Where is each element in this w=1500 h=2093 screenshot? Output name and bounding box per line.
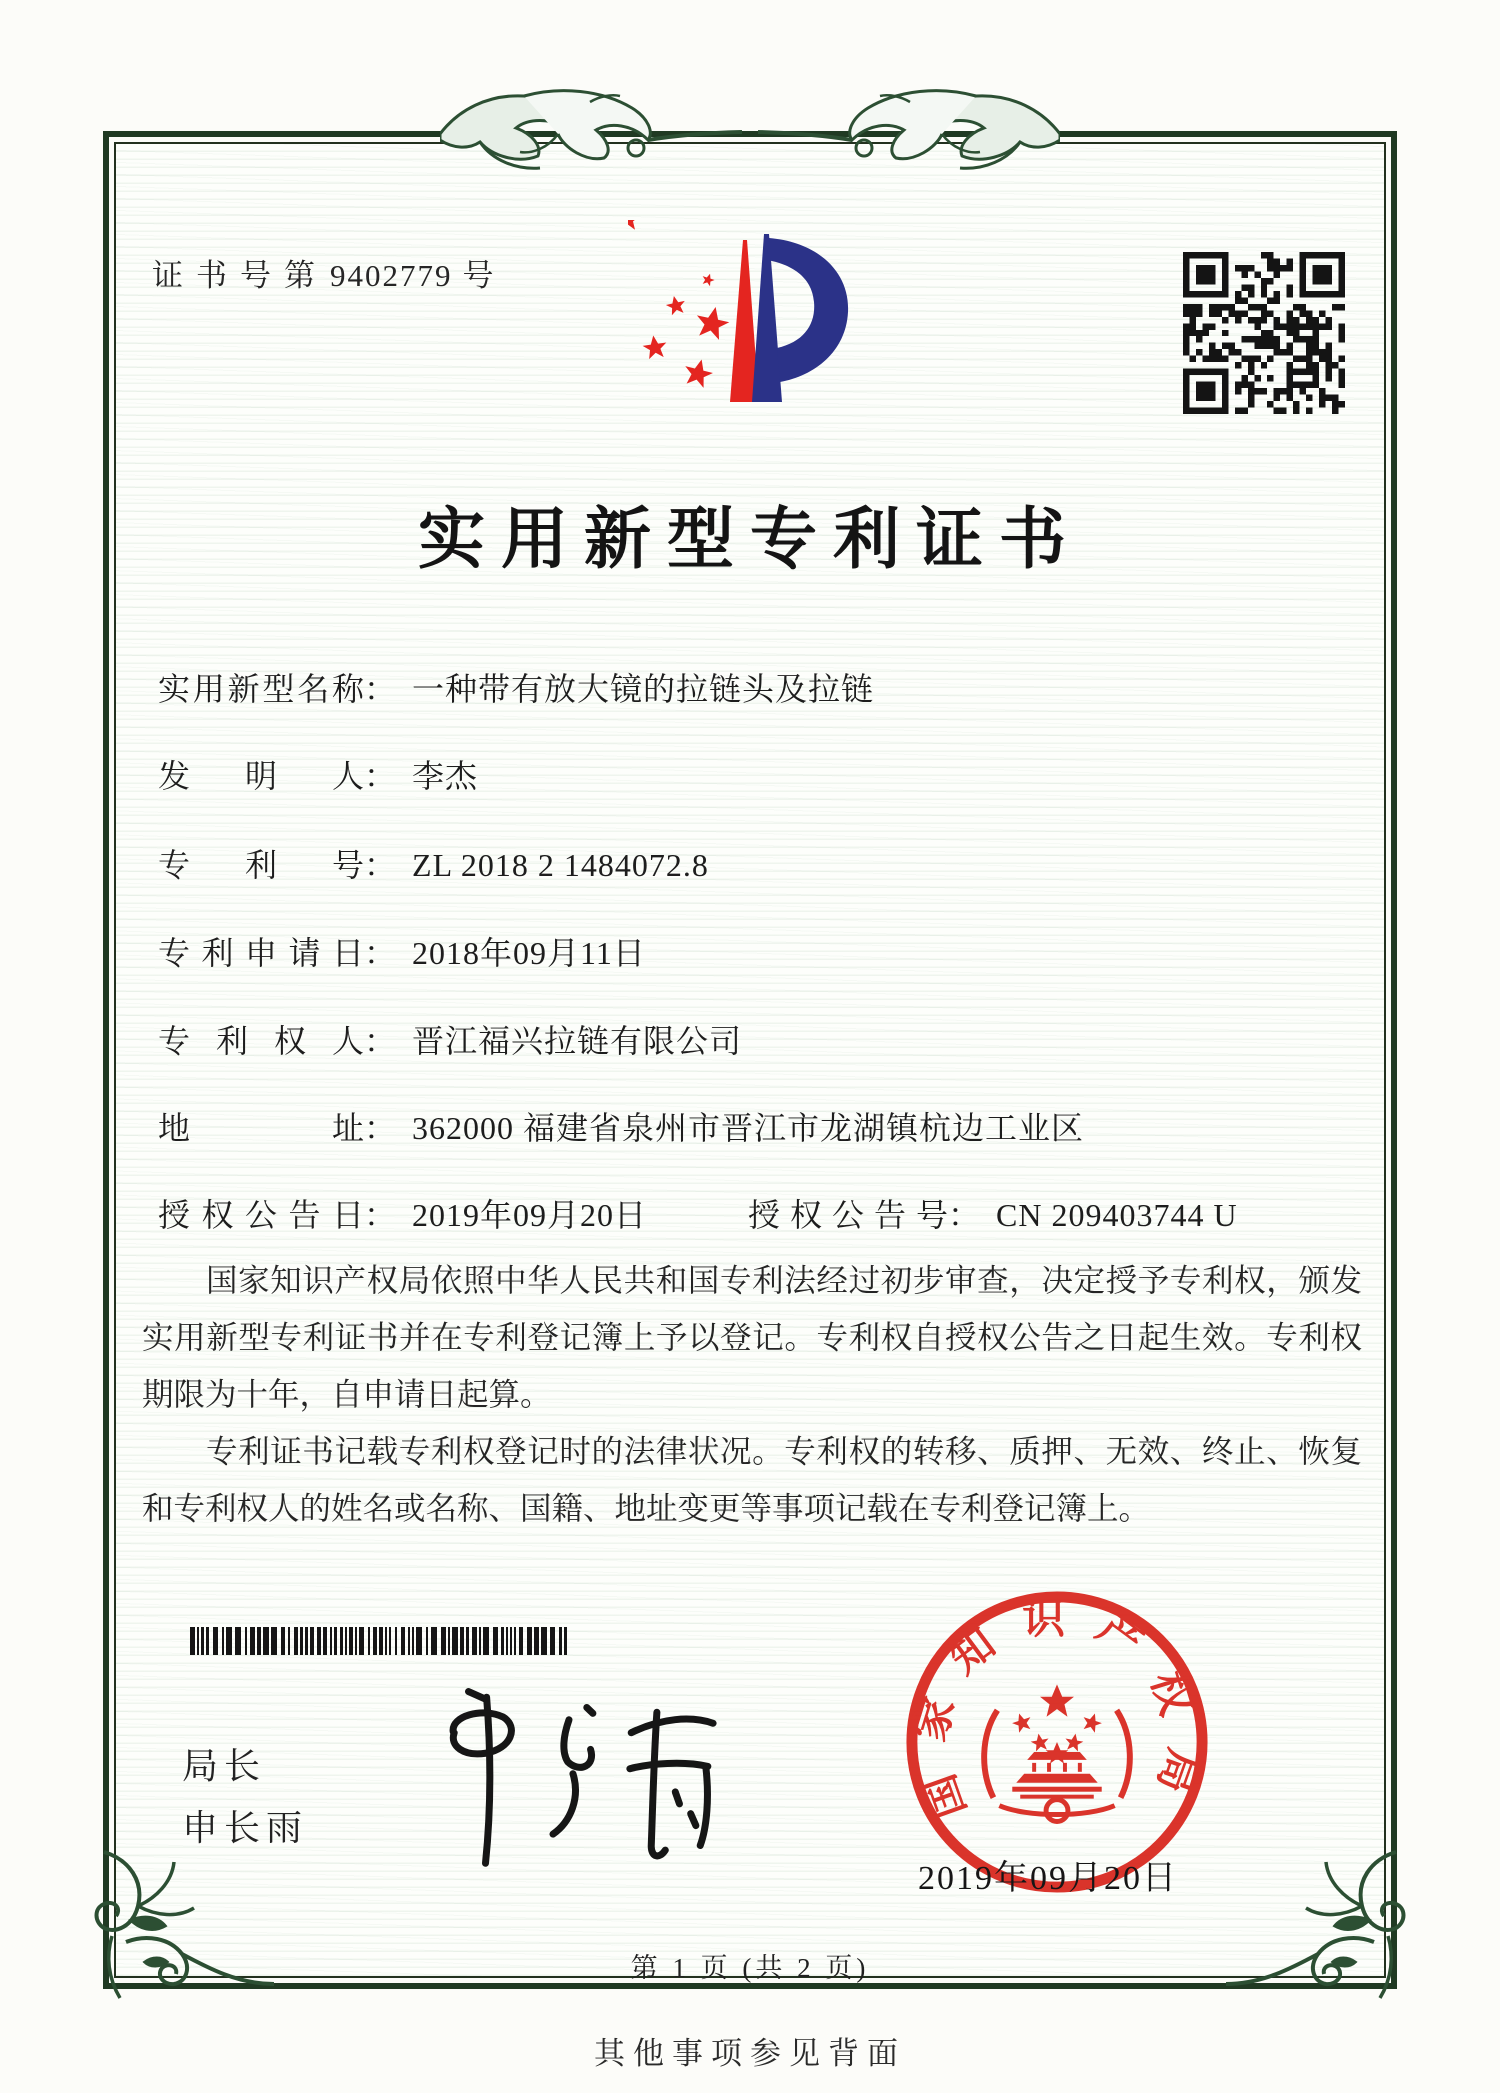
- field-label: 专利号: [158, 847, 364, 883]
- field-colon: ：: [364, 1197, 397, 1233]
- field-value: 李杰: [412, 758, 479, 794]
- document-title: 实用新型专利证书: [418, 503, 1082, 577]
- field-row-patent-number: [158, 840, 709, 886]
- top-center-flourish-ornament: [440, 82, 1060, 176]
- field-label: 授权公告日: [158, 1197, 364, 1233]
- page-number: 第 1 页 (共 2 页): [630, 1953, 870, 1983]
- field-value: 2019年09月20日: [412, 1197, 648, 1233]
- field-label: 发明人: [158, 758, 364, 794]
- cnipa-logo: [628, 220, 863, 406]
- seal-text: 国家知识产权局: [905, 1595, 1209, 1825]
- field-row-filing-date: [158, 928, 646, 974]
- field-value: CN 209403744 U: [996, 1197, 1238, 1233]
- field-label: 专利权人: [158, 1023, 364, 1059]
- field-value: 晋江福兴拉链有限公司: [412, 1023, 743, 1059]
- certificate-number-value: 9402779: [330, 258, 453, 293]
- back-side-note: 其他事项参见背面: [594, 2036, 906, 2071]
- field-row-grant-date: [158, 1190, 1238, 1236]
- body-paragraph-2: 专利证书记载专利权登记时的法律状况。专利权的转移、质押、无效、终止、恢复和专利权人的姓名或名称、国籍、地址变更等事项记载在专利登记簿上。: [142, 1434, 1362, 1526]
- director-signature: [390, 1679, 723, 1875]
- field-grant-number: [748, 1190, 1238, 1236]
- officer-title: 局长: [182, 1745, 267, 1786]
- field-colon: ：: [364, 847, 397, 883]
- field-label: 地址: [158, 1110, 364, 1146]
- body-paragraph-1: 国家知识产权局依照中华人民共和国专利法经过初步审查，决定授予专利权，颁发实用新型专利证书并在专利登记簿上予以登记。专利权自授权公告之日起生效。专利权期限为十年，自申请日起算。: [142, 1263, 1362, 1412]
- field-value: 362000 福建省泉州市晋江市龙湖镇杭边工业区: [412, 1110, 1085, 1146]
- field-value: ZL 2018 2 1484072.8: [412, 847, 709, 883]
- seal-date: 2019年09月20日: [918, 1860, 1178, 1897]
- certificate-number-suffix: 号: [462, 258, 494, 293]
- field-value: 一种带有放大镜的拉链头及拉链: [412, 671, 875, 707]
- field-row-patentee: [158, 1016, 742, 1062]
- field-colon: ：: [364, 671, 397, 707]
- field-colon: ：: [364, 1110, 397, 1146]
- field-value: 2018年09月11日: [412, 935, 646, 971]
- field-label: 授权公告号: [748, 1197, 948, 1233]
- certificate-number-prefix: 证书号第: [152, 258, 328, 293]
- qr-code: [1183, 252, 1345, 414]
- officer-name: 申长雨: [182, 1807, 309, 1848]
- field-row-inventor: [158, 751, 478, 797]
- certificate-number: [152, 250, 494, 295]
- field-colon: ：: [364, 1023, 397, 1059]
- field-colon: ：: [364, 935, 397, 971]
- field-label: 实用新型名称: [158, 671, 364, 707]
- national-emblem: [984, 1684, 1130, 1821]
- barcode: [190, 1627, 568, 1655]
- field-label: 专利申请日: [158, 935, 364, 971]
- field-row-address: [158, 1103, 1084, 1149]
- field-row-name: [158, 664, 874, 710]
- legal-body-text: [142, 1252, 1362, 1537]
- field-colon: ：: [948, 1197, 981, 1233]
- field-colon: ：: [364, 758, 397, 794]
